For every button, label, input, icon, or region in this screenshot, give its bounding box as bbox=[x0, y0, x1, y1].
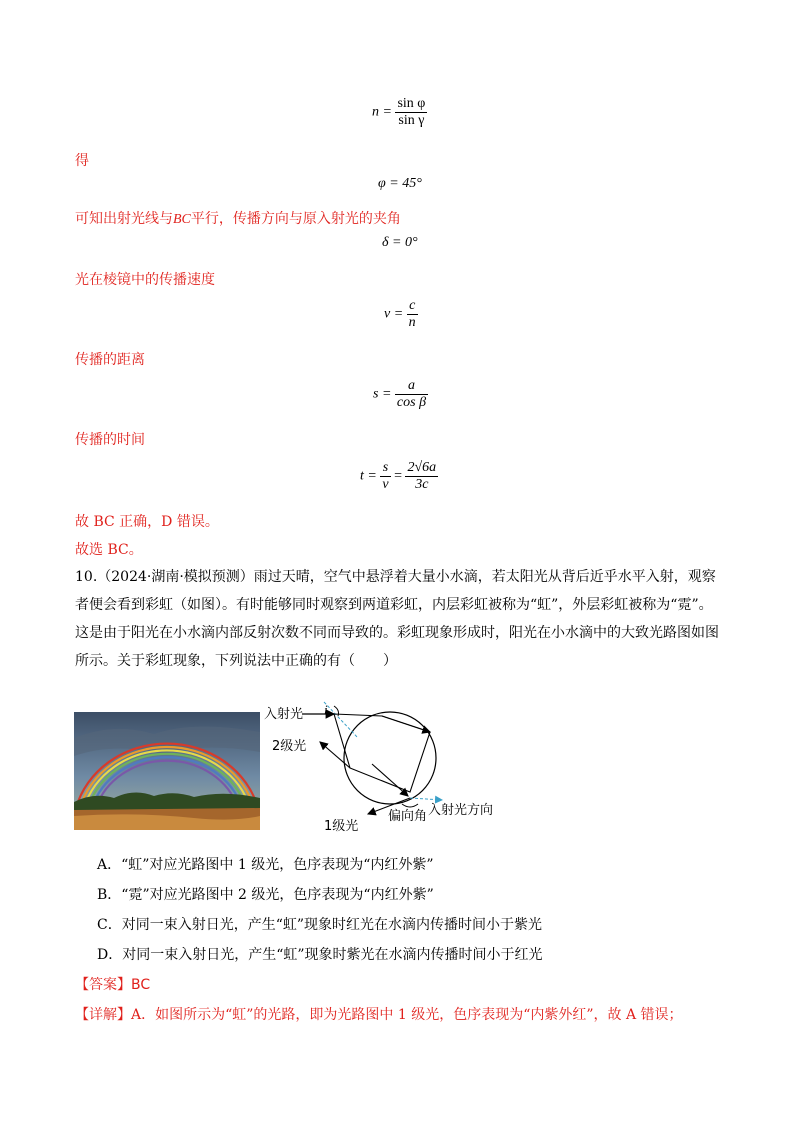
formula-time bbox=[360, 460, 438, 493]
rainbow-photo bbox=[74, 712, 260, 830]
label-angle-i: i bbox=[324, 702, 328, 717]
formula-v-fraction bbox=[407, 298, 418, 331]
formula-s-numerator: a bbox=[395, 378, 428, 395]
internal-ray-arrow-1 bbox=[382, 716, 430, 732]
answer bbox=[75, 976, 150, 994]
formula-v-lhs: v = bbox=[384, 306, 404, 322]
option-d: D．对同一束入射日光，产生“虹”现象时紫光在水滴内传播时间小于红光 bbox=[97, 947, 543, 963]
formula-s-fraction bbox=[395, 378, 428, 411]
label-incident-direction: 入射光方向 bbox=[428, 803, 494, 818]
formula-s-denominator: cos β bbox=[396, 395, 427, 410]
formula-delta bbox=[382, 235, 418, 251]
option-a: A．“虹”对应光路图中 1 级光，色序表现为“内红外紫” bbox=[97, 857, 434, 873]
incident-direction-dashed-line bbox=[410, 798, 442, 800]
question-number: 10. bbox=[75, 569, 98, 585]
text-distance: 传播的距离 bbox=[75, 352, 145, 368]
question-body: 雨过天晴，空气中悬浮着大量小水滴，若太阳光从背后近乎水平入射，观察者便会看到彩虹（如图）。有时能够同时观察到两道彩虹，内层彩虹被称为“虹”，外层彩虹被称为“霓”。这是由于阳光在小水滴内部反射次数不同而导致的。彩虹现象形成时，阳光在小水滴中的大致光路图如图所示。关于彩虹现象，下列说法中正确的有（ ） bbox=[75, 569, 719, 669]
formula-t-fraction-2 bbox=[405, 460, 438, 493]
formula-n-numerator: sin φ bbox=[397, 96, 426, 111]
light-path-svg bbox=[262, 700, 532, 840]
label-incident: 入射光 bbox=[264, 707, 304, 722]
formula-t-numerator-1: s bbox=[380, 460, 390, 477]
label-level2: 2级光 bbox=[272, 739, 307, 754]
normal-dashed-line bbox=[324, 702, 358, 738]
option-b: B．“霓”对应光路图中 2 级光，色序表现为“内红外紫” bbox=[97, 887, 434, 903]
water-droplet-circle bbox=[344, 712, 436, 804]
formula-n-lhs: n = bbox=[372, 104, 392, 120]
explanation-label: 【详解】 bbox=[75, 1007, 131, 1023]
formula-v-numerator: c bbox=[407, 298, 418, 315]
light-path-diagram bbox=[262, 700, 532, 840]
text-parallel-bc: BC bbox=[173, 212, 191, 227]
formula-distance bbox=[373, 378, 428, 411]
formula-t-equals: = bbox=[394, 468, 402, 484]
question-10 bbox=[75, 563, 725, 675]
formula-s-lhs: s = bbox=[373, 386, 392, 402]
internal-path bbox=[334, 714, 430, 792]
formula-phi-text: φ = 45° bbox=[378, 176, 422, 191]
text-speed: 光在棱镜中的传播速度 bbox=[75, 272, 215, 288]
formula-t-fraction-1 bbox=[380, 460, 390, 493]
text-parallel-b: 平行，传播方向与原入射光的夹角 bbox=[190, 211, 401, 227]
explanation bbox=[75, 1006, 683, 1024]
text-choose-bc: 故选 BC。 bbox=[75, 542, 143, 558]
text-parallel bbox=[75, 210, 401, 229]
formula-delta-text: δ = 0° bbox=[382, 235, 418, 250]
formula-phi bbox=[378, 176, 422, 192]
formula-refraction-index bbox=[372, 96, 427, 129]
explanation-text: A．如图所示为“虹”的光路，即为光路图中 1 级光，色序表现为“内紫外红”，故 A 错误； bbox=[131, 1007, 683, 1023]
formula-t-lhs: t = bbox=[360, 468, 377, 484]
label-deviation: 偏向角 bbox=[388, 809, 428, 824]
deviation-angle-arc bbox=[402, 804, 418, 807]
internal-ray-arrow-2 bbox=[372, 764, 408, 796]
text-time: 传播的时间 bbox=[75, 432, 145, 448]
formula-v-denominator: n bbox=[408, 315, 416, 330]
formula-n-fraction bbox=[395, 96, 427, 129]
answer-value: BC bbox=[131, 977, 151, 993]
text-parallel-a: 可知出射光线与 bbox=[75, 211, 173, 227]
answer-label: 【答案】 bbox=[75, 977, 131, 993]
formula-t-denominator-2: 3c bbox=[415, 477, 429, 492]
label-level1: 1级光 bbox=[324, 819, 359, 834]
text-bc-correct: 故 BC 正确，D 错误。 bbox=[75, 514, 219, 530]
rainbow-photo-svg bbox=[74, 712, 260, 830]
text-de: 得 bbox=[75, 153, 89, 169]
formula-t-numerator-2: 2√6a bbox=[407, 460, 437, 475]
formula-n-denominator: sin γ bbox=[398, 113, 425, 128]
option-c: C．对同一束入射日光，产生“虹”现象时红光在水滴内传播时间小于紫光 bbox=[97, 917, 543, 933]
formula-speed bbox=[384, 298, 418, 331]
formula-t-denominator-1: v bbox=[382, 477, 389, 492]
question-source: （2024·湖南·模拟预测） bbox=[97, 569, 254, 585]
